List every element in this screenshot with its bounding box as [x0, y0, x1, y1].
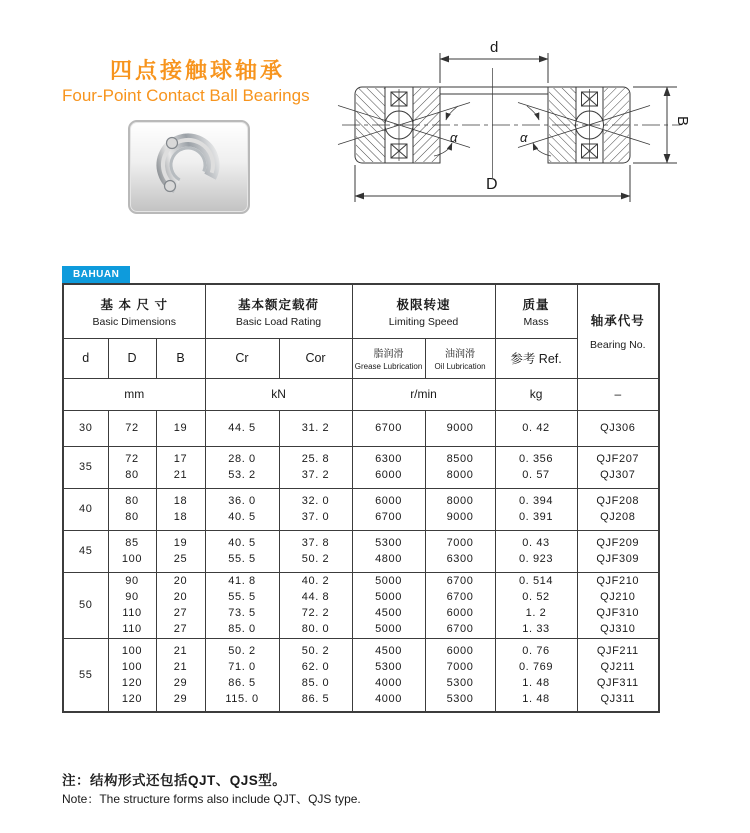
cell-oil [425, 572, 495, 638]
group-header-mass [495, 284, 577, 338]
cell-value: 50. 2 [228, 644, 256, 657]
cell-value: 37. 8 [301, 537, 330, 549]
cell-value: 37. 0 [301, 511, 330, 523]
unit-speed: r/min [352, 378, 495, 410]
page-title-zh: 四点接触球轴承 [110, 58, 286, 83]
cell-value: 50. 2 [301, 644, 330, 657]
cell-value: 72 [125, 453, 139, 465]
cell-value: 40. 5 [228, 537, 256, 549]
cell-bearing [577, 446, 659, 488]
cell-value: 36. 0 [228, 495, 256, 507]
cell-value: QJF210 [596, 575, 640, 587]
group-header-load [205, 284, 352, 338]
cell-mass [495, 446, 577, 488]
cell-value: 41. 8 [228, 575, 256, 587]
cell-value: 1. 48 [522, 676, 550, 689]
cell-b [156, 530, 205, 572]
cell-cr [205, 638, 279, 712]
sub-header-grease-en: Grease Lubrication [354, 362, 423, 371]
bearing-cross-section-diagram [330, 26, 750, 210]
cell-value: 25 [173, 553, 188, 565]
cell-value: 6700 [375, 422, 402, 434]
cell-value: 80 [125, 511, 139, 523]
cell-value: 62. 0 [301, 660, 330, 673]
cell-value: 100 [121, 660, 143, 673]
cell-value: 28. 0 [228, 453, 256, 465]
cell-grease [352, 410, 425, 446]
dim-label-B: B [674, 116, 691, 127]
bearing-photo [128, 120, 250, 214]
cell-cr [205, 572, 279, 638]
cell-value: 0. 356 [518, 453, 554, 465]
cell-value: 9000 [446, 422, 474, 434]
cell-mass [495, 572, 577, 638]
cell-bearing [577, 488, 659, 530]
cell-value: 20 [173, 591, 188, 603]
cell-value: 25. 8 [301, 453, 330, 465]
spec-table-body [63, 410, 659, 712]
cell-value: 18 [173, 495, 188, 507]
cell-value: 27 [173, 623, 188, 635]
cell-mass [495, 410, 577, 446]
cell-grease [352, 488, 425, 530]
cell-cor [279, 530, 352, 572]
cell-value: 80. 0 [301, 623, 330, 635]
cell-value: 6700 [446, 591, 474, 603]
cell-value: 19 [173, 537, 188, 549]
cell-d: 35 [63, 446, 108, 488]
group-header-dimensions-en: Basic Dimensions [92, 315, 176, 328]
cell-value: 0. 43 [522, 537, 550, 549]
cell-value: QJ208 [600, 511, 636, 523]
cell-d [108, 530, 156, 572]
cell-value: 21 [173, 660, 188, 673]
dim-label-d: d [490, 39, 499, 56]
dim-label-D: D [486, 176, 498, 193]
cell-value: 100 [121, 553, 143, 565]
cell-value: 6300 [446, 553, 474, 565]
cell-d [108, 488, 156, 530]
cell-value: 40. 2 [301, 575, 330, 587]
cell-value: 115. 0 [225, 692, 259, 705]
cell-value: 4500 [375, 607, 402, 619]
unit-mass: kg [495, 378, 577, 410]
table-row [63, 638, 659, 712]
sub-header-grease-zh: 脂润滑 [373, 349, 404, 360]
diagram-lines [338, 53, 680, 202]
cell-value: 40. 5 [228, 511, 256, 523]
cell-value: QJF310 [596, 607, 640, 619]
table-row [63, 410, 659, 446]
cell-value: 50. 2 [301, 553, 330, 565]
cell-cor [279, 638, 352, 712]
cell-b [156, 638, 205, 712]
cell-oil [425, 410, 495, 446]
cell-value: 0. 514 [518, 575, 554, 587]
group-header-row [63, 284, 659, 338]
cell-d: 50 [63, 572, 108, 638]
cell-value: 0. 57 [522, 469, 550, 481]
cell-b [156, 572, 205, 638]
cell-value: 1. 33 [522, 623, 550, 635]
cell-value: 90 [125, 575, 139, 587]
cell-grease [352, 446, 425, 488]
cell-value: QJF211 [596, 644, 639, 657]
group-header-speed [352, 284, 495, 338]
cell-value: 72. 2 [301, 607, 330, 619]
cell-value: 90 [125, 591, 139, 603]
group-header-dimensions-zh: 基 本 尺 寸 [100, 297, 168, 312]
cell-value: 86. 5 [228, 676, 256, 689]
cell-bearing [577, 410, 659, 446]
cell-value: 44. 5 [228, 422, 256, 434]
cell-value: QJF207 [596, 453, 640, 465]
cell-grease [352, 638, 425, 712]
cell-cor [279, 410, 352, 446]
cell-value: 6000 [375, 495, 402, 507]
cell-value: 110 [122, 623, 142, 635]
cell-value: 120 [121, 676, 143, 689]
cell-value: 7000 [446, 660, 474, 673]
cell-value: 85 [125, 537, 139, 549]
cell-value: QJ306 [600, 422, 636, 434]
cell-grease [352, 530, 425, 572]
angle-label-left: α [450, 130, 458, 145]
group-header-load-en: Basic Load Rating [235, 315, 322, 328]
cell-value: QJ211 [600, 660, 636, 673]
cell-value: 9000 [446, 511, 474, 523]
cell-grease [352, 572, 425, 638]
cell-oil [425, 638, 495, 712]
cell-value: 0. 52 [522, 591, 550, 603]
cell-bearing [577, 530, 659, 572]
cell-value: 8000 [446, 469, 474, 481]
sub-header-oil [425, 338, 495, 378]
cell-value: 53. 2 [228, 469, 256, 481]
table-row [63, 488, 659, 530]
cell-mass [495, 530, 577, 572]
cell-d [108, 638, 156, 712]
group-header-bearing-no-zh: 轴承代号 [590, 314, 645, 329]
cell-value: 6700 [446, 623, 474, 635]
cell-value: 0. 76 [522, 644, 550, 657]
cell-value: 19 [173, 422, 188, 434]
sub-header-d: d [63, 338, 108, 378]
sub-header-cor: Cor [279, 338, 352, 378]
sub-header-grease [352, 338, 425, 378]
cell-cr [205, 488, 279, 530]
cell-value: 17 [173, 453, 188, 465]
unit-row [63, 378, 659, 410]
cell-value: 5300 [446, 676, 474, 689]
cell-value: 85. 0 [301, 676, 330, 689]
cell-d: 45 [63, 530, 108, 572]
cell-oil [425, 488, 495, 530]
group-header-speed-en: Limiting Speed [388, 315, 459, 328]
cell-b [156, 410, 205, 446]
cell-value: 120 [121, 692, 143, 705]
cell-value: 0. 923 [518, 553, 554, 565]
cell-value: QJF208 [596, 495, 640, 507]
bearing-spec-table [62, 283, 660, 713]
unit-bearing: – [577, 378, 659, 410]
cell-cr [205, 410, 279, 446]
cell-b [156, 446, 205, 488]
cell-cor [279, 488, 352, 530]
note-zh: 注：结构形式还包括QJT、QJS型。 [62, 773, 287, 788]
cell-value: 5300 [375, 537, 402, 549]
cell-d: 55 [63, 638, 108, 712]
cell-value: 6000 [446, 607, 474, 619]
cell-value: 55. 5 [228, 591, 256, 603]
group-header-mass-zh: 质量 [522, 297, 550, 312]
cell-value: 5300 [375, 660, 402, 673]
cell-value: 6000 [375, 469, 402, 481]
cell-d [108, 446, 156, 488]
cell-value: 6700 [375, 511, 402, 523]
cell-value: 8500 [446, 453, 474, 465]
cell-value: 0. 42 [522, 422, 550, 434]
cell-value: 4500 [375, 644, 402, 657]
cell-cor [279, 446, 352, 488]
sub-header-oil-zh: 油润滑 [445, 349, 476, 360]
sub-header-D: D [108, 338, 156, 378]
cell-value: 27 [173, 607, 188, 619]
sub-header-oil-en: Oil Lubrication [434, 362, 486, 371]
cell-value: 1. 2 [525, 607, 547, 619]
cell-value: 21 [173, 469, 188, 481]
cell-value: 80 [125, 495, 139, 507]
table-row [63, 572, 659, 638]
cell-value: QJF209 [596, 537, 640, 549]
cell-value: 18 [173, 511, 188, 523]
cell-value: 37. 2 [301, 469, 330, 481]
cell-value: 55. 5 [228, 553, 256, 565]
cell-value: 4800 [375, 553, 402, 565]
group-header-bearing-no [577, 284, 659, 378]
cell-value: 4000 [375, 676, 402, 689]
cell-d: 30 [63, 410, 108, 446]
cell-value: 6000 [446, 644, 474, 657]
cell-value: 20 [173, 575, 188, 587]
cell-value: 8000 [446, 495, 474, 507]
cell-value: 0. 394 [518, 495, 554, 507]
cell-value: 5000 [375, 575, 402, 587]
cell-value: QJ310 [600, 623, 636, 635]
cell-value: 5000 [375, 623, 402, 635]
group-header-speed-zh: 极限转速 [396, 297, 451, 312]
cell-mass [495, 638, 577, 712]
cell-value: 6700 [446, 575, 474, 587]
cell-value: 6300 [375, 453, 402, 465]
group-header-mass-en: Mass [523, 315, 549, 328]
cell-value: 71. 0 [228, 660, 256, 673]
group-header-dimensions [63, 284, 205, 338]
bearing-photo-art [130, 122, 244, 208]
cell-cr [205, 530, 279, 572]
cell-b [156, 488, 205, 530]
cell-d [108, 410, 156, 446]
cell-d: 40 [63, 488, 108, 530]
cell-value: 73. 5 [228, 607, 256, 619]
cell-value: 80 [125, 469, 139, 481]
cell-value: 0. 391 [518, 511, 554, 523]
cell-value: 29 [173, 676, 188, 689]
sub-header-ref: 参考 Ref. [495, 338, 577, 378]
cell-oil [425, 446, 495, 488]
group-header-bearing-no-en: Bearing No. [590, 339, 646, 352]
cell-mass [495, 488, 577, 530]
cell-value: 21 [173, 644, 188, 657]
cell-value: 72 [125, 422, 139, 434]
cell-bearing [577, 572, 659, 638]
table-row [63, 446, 659, 488]
cell-value: 5000 [375, 591, 402, 603]
cell-value: QJ307 [600, 469, 636, 481]
page-title-en: Four-Point Contact Ball Bearings [62, 86, 310, 105]
cell-value: QJ210 [600, 591, 636, 603]
cell-cor [279, 572, 352, 638]
sub-header-cr: Cr [205, 338, 279, 378]
cell-value: 100 [121, 644, 143, 657]
cell-cr [205, 446, 279, 488]
cell-value: 86. 5 [301, 692, 330, 705]
cell-bearing [577, 638, 659, 712]
cell-value: QJF311 [596, 676, 639, 689]
cell-value: 44. 8 [301, 591, 330, 603]
cell-value: 32. 0 [301, 495, 330, 507]
cell-value: 7000 [446, 537, 474, 549]
table-row [63, 530, 659, 572]
cell-value: 29 [173, 692, 188, 705]
unit-dimensions: mm [63, 378, 205, 410]
sub-header-row [63, 338, 659, 378]
cell-value: 110 [122, 607, 142, 619]
unit-load: kN [205, 378, 352, 410]
cell-value: QJ311 [600, 692, 636, 705]
cell-value: QJF309 [596, 553, 640, 565]
angle-label-right: α [520, 130, 528, 145]
note-en: Note：The structure forms also include QJT、QJS type. [62, 792, 361, 806]
brand-tab: BAHUAN [62, 266, 130, 283]
cell-value: 1. 48 [522, 692, 550, 705]
cell-value: 5300 [446, 692, 474, 705]
cell-value: 85. 0 [228, 623, 256, 635]
cell-d [108, 572, 156, 638]
sub-header-B: B [156, 338, 205, 378]
group-header-load-zh: 基本额定载荷 [238, 297, 320, 312]
cell-oil [425, 530, 495, 572]
cell-value: 31. 2 [301, 422, 330, 434]
cell-value: 0. 769 [518, 660, 554, 673]
cell-value: 4000 [375, 692, 402, 705]
